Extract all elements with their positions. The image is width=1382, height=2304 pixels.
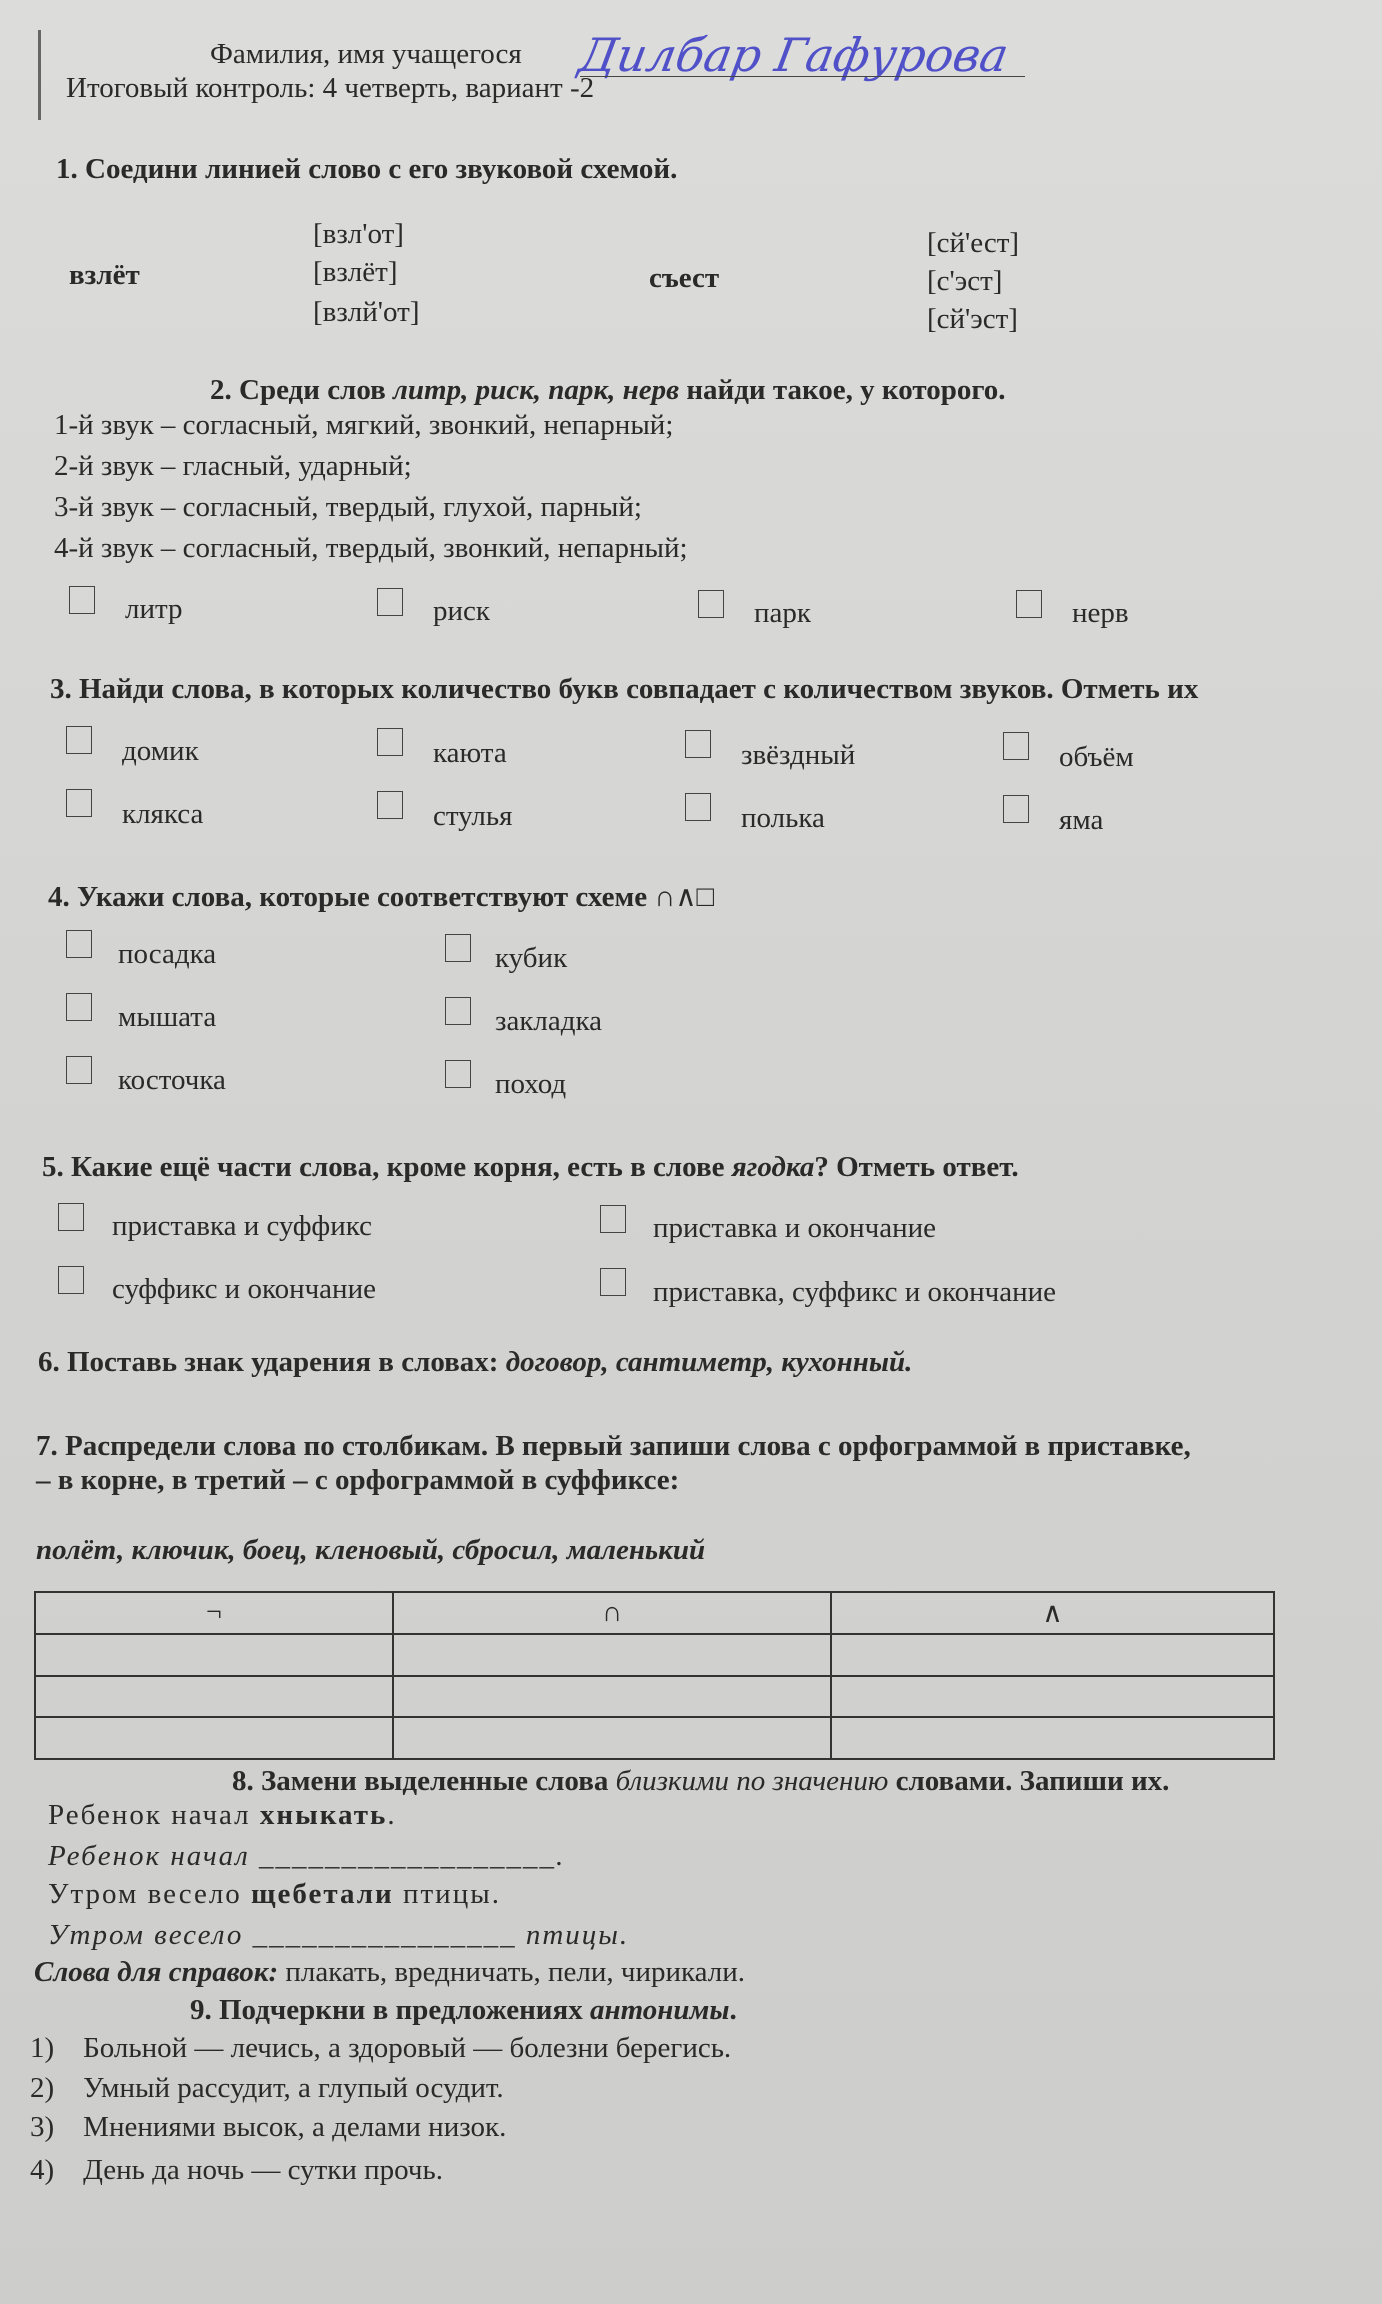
q4-title-text: 4. Укажи слова, которые соответствуют схеме (48, 881, 655, 913)
q7-line2: – в корне, в третий – с орфограммой в суффиксе: (36, 1464, 680, 1496)
answer-cell[interactable] (393, 1717, 831, 1759)
checkbox[interactable] (445, 1060, 471, 1088)
checkbox[interactable] (377, 791, 403, 819)
q8-reference (34, 1956, 745, 1989)
q9-title-a: 9. Подчеркни в предложениях (190, 1994, 590, 2026)
q2-title (210, 374, 1006, 407)
answer-cell[interactable] (35, 1676, 393, 1718)
checkbox[interactable] (66, 930, 92, 958)
answer-cell[interactable] (393, 1634, 831, 1676)
column-header-prefix: ¬ (35, 1592, 393, 1634)
checkbox[interactable] (698, 590, 724, 618)
checkbox[interactable] (66, 1056, 92, 1084)
q4-title (48, 879, 714, 914)
q8-highlighted-word: щебетали (251, 1878, 394, 1910)
q4-scheme: ∩∧□ (654, 881, 715, 913)
checkbox[interactable] (1003, 732, 1029, 760)
q2-line: 4-й звук – согласный, твердый, звонкий, непарный; (54, 532, 688, 564)
answer-cell[interactable] (35, 1634, 393, 1676)
q8-s4b: птицы. (525, 1919, 630, 1951)
q1-scheme: [взл'от] (313, 218, 404, 250)
student-name-handwritten: Дилбар Гафурова (575, 28, 1013, 82)
option-label: парк (754, 597, 811, 629)
q1-word1: взлёт (69, 259, 140, 291)
q7-table (34, 1591, 1275, 1760)
option-label: объём (1059, 741, 1134, 773)
option-label: приставка и суффикс (112, 1210, 372, 1242)
reference-label: Слова для справок: (34, 1956, 279, 1988)
q7-line1: 7. Распредели слова по столбикам. В первый запиши слова с орфограммой в приставке, (36, 1430, 1191, 1462)
q8-s3a: Утром весело (48, 1878, 252, 1910)
checkbox[interactable] (69, 586, 95, 614)
q8-highlighted-word: хныкать (259, 1799, 388, 1831)
answer-cell[interactable] (831, 1676, 1274, 1718)
q5-word: ягодка (731, 1151, 815, 1183)
q2-line: 1-й звук – согласный, мягкий, звонкий, непарный; (54, 409, 674, 441)
checkbox[interactable] (377, 588, 403, 616)
checkbox[interactable] (377, 728, 403, 756)
q8-s1a: Ребенок начал (48, 1799, 260, 1831)
checkbox[interactable] (1003, 795, 1029, 823)
q8-s1c: . (387, 1799, 397, 1831)
checkbox[interactable] (66, 726, 92, 754)
q3-title: 3. Найди слова, в которых количество букв совпадает с количеством звуков. Отметь их (50, 673, 1199, 705)
q9-item: 4) День да ночь — сутки прочь. (30, 2154, 443, 2186)
q8-sentence (48, 1878, 501, 1911)
q8-sentence (48, 1799, 397, 1832)
option-label: полька (741, 802, 825, 834)
control-label: Итоговый контроль: 4 четверть, вариант -2 (66, 72, 595, 104)
option-label: яма (1059, 804, 1104, 836)
q1-scheme: [сй'ест] (927, 227, 1020, 259)
reference-words: плакать, вредничать, пели, чирикали. (278, 1956, 746, 1988)
option-label: звёздный (741, 739, 856, 771)
option-label: стулья (433, 800, 513, 832)
answer-cell[interactable] (35, 1717, 393, 1759)
q1-title: 1. Соедини линией слово с его звуковой схемой. (56, 153, 678, 185)
q8-title (232, 1765, 1169, 1798)
option-label: домик (122, 735, 199, 767)
margin-bracket (38, 30, 45, 120)
option-label: косточка (118, 1064, 226, 1096)
q5-title (42, 1151, 1019, 1184)
checkbox[interactable] (58, 1203, 84, 1231)
q9-title-italic: антонимы (589, 1994, 730, 2026)
option-label: приставка и окончание (653, 1212, 937, 1244)
checkbox[interactable] (600, 1268, 626, 1296)
checkbox[interactable] (600, 1205, 626, 1233)
q6-title-a: 6. Поставь знак ударения в словах: (38, 1346, 506, 1378)
q1-scheme: [взлёт] (313, 256, 398, 288)
checkbox[interactable] (445, 997, 471, 1025)
column-header-root: ∩ (393, 1592, 831, 1634)
option-label: каюта (433, 737, 507, 769)
option-label: поход (495, 1068, 567, 1100)
q1-word2: съест (649, 262, 720, 294)
q8-title-italic: близкими по значению (615, 1765, 889, 1797)
option-label: клякса (122, 798, 204, 830)
option-label: приставка, суффикс и окончание (653, 1276, 1056, 1308)
name-underline (580, 76, 1025, 77)
q9-item: 1) Больной — лечись, а здоровый — болезни берегись. (30, 2032, 732, 2064)
option-label: суффикс и окончание (112, 1273, 376, 1305)
option-label: мышата (118, 1001, 217, 1033)
checkbox[interactable] (685, 730, 711, 758)
checkbox[interactable] (1016, 590, 1042, 618)
option-label: кубик (495, 942, 568, 974)
checkbox[interactable] (66, 789, 92, 817)
option-label: литр (125, 593, 183, 625)
checkbox[interactable] (66, 993, 92, 1021)
q1-scheme: [взлй'от] (313, 296, 420, 328)
answer-cell[interactable] (831, 1717, 1274, 1759)
q9-title (190, 1994, 737, 2027)
q5-title-a: 5. Какие ещё части слова, кроме корня, есть в слове (42, 1151, 732, 1183)
option-label: посадка (118, 938, 217, 970)
q9-item: 2) Умный рассудит, а глупый осудит. (30, 2072, 504, 2104)
student-label: Фамилия, имя учащегося (210, 38, 522, 70)
checkbox[interactable] (685, 793, 711, 821)
q8-title-a: 8. Замени выделенные слова (232, 1765, 616, 1797)
option-label: риск (433, 595, 490, 627)
checkbox[interactable] (58, 1266, 84, 1294)
q9-title-b: . (729, 1994, 737, 2026)
q5-title-b: ? Отметь ответ. (814, 1151, 1019, 1183)
option-label: закладка (495, 1005, 603, 1037)
answer-cell[interactable] (831, 1634, 1274, 1676)
q6-title (38, 1346, 912, 1379)
q2-title-words: литр, риск, парк, нерв (393, 374, 680, 406)
q8-s3c: птицы. (393, 1878, 501, 1910)
q8-answer-line[interactable]: Ребенок начал __________________. (48, 1840, 566, 1872)
q8-answer-line[interactable] (48, 1919, 629, 1952)
q1-scheme: [с'эст] (927, 265, 1003, 297)
q2-title-b: найди такое, у которого. (679, 374, 1006, 406)
q6-words: договор, сантиметр, кухонный. (505, 1346, 913, 1378)
q7-words: полёт, ключик, боец, кленовый, сбросил, маленький (36, 1534, 706, 1566)
q8-s4a: Утром весело ________________ (48, 1919, 526, 1951)
q2-title-a: 2. Среди слов (210, 374, 394, 406)
answer-cell[interactable] (393, 1676, 831, 1718)
q1-scheme: [сй'эст] (927, 303, 1018, 335)
checkbox[interactable] (445, 934, 471, 962)
q2-line: 2-й звук – гласный, ударный; (54, 450, 412, 482)
column-header-suffix: ∧ (831, 1592, 1274, 1634)
q2-line: 3-й звук – согласный, твердый, глухой, парный; (54, 491, 642, 523)
q9-item: 3) Мнениями высок, а делами низок. (30, 2111, 507, 2143)
q8-title-b: словами. Запиши их. (888, 1765, 1170, 1797)
option-label: нерв (1072, 597, 1129, 629)
